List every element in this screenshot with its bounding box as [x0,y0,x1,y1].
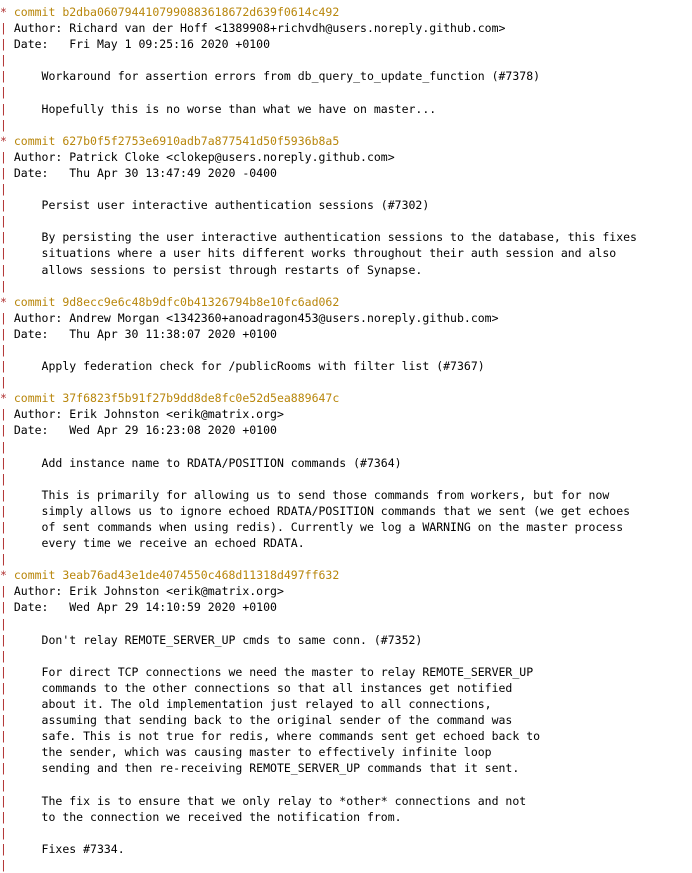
graph-edge: | [0,616,14,631]
graph-edge: | [0,632,14,647]
graph-edge: | [0,825,14,840]
log-line-text: Date: Wed Apr 29 14:10:59 2020 +0100 [13,600,277,615]
log-line-text: safe. This is not true for redis, where commands sent get echoed back to [13,729,541,744]
graph-edge: | [0,165,14,180]
log-line [0,197,692,213]
graph-edge: | [0,310,14,325]
graph-edge: | [0,809,14,824]
graph-edge: | [0,359,14,374]
log-line-text: Author: Richard van der Hoff <1389908+richvdh@users.noreply.github.com> [13,21,506,36]
graph-edge: | [0,230,14,245]
commit-header-line [0,133,692,149]
graph-edge: | [0,600,14,615]
log-line [0,616,692,632]
graph-edge: | [0,664,14,679]
graph-commit-marker: * [0,568,14,583]
graph-edge: | [0,455,14,470]
graph-edge: | [0,552,14,567]
log-line-text: the sender, which was causing master to effectively infinite loop [13,745,492,760]
log-line [0,841,692,857]
log-line [0,278,692,294]
graph-commit-marker: * [0,391,14,406]
log-line [0,793,692,809]
log-line [0,229,692,245]
graph-edge: | [0,680,14,695]
log-line-text: Date: Thu Apr 30 13:47:49 2020 -0400 [13,165,277,180]
graph-edge: | [0,697,14,712]
graph-edge: | [0,375,14,390]
log-line [0,503,692,519]
log-line-text: to the connection we received the notification from. [13,809,402,824]
log-line [0,84,692,100]
log-line [0,519,692,535]
log-line-text: For direct TCP connections we need the master to relay REMOTE_SERVER_UP [13,664,534,679]
graph-edge: | [0,857,14,872]
log-line [0,760,692,776]
log-line [0,664,692,680]
log-line-text: commands to the other connections so that all instances get notified [13,680,513,695]
log-line [0,632,692,648]
graph-edge: | [0,536,14,551]
log-line [0,439,692,455]
log-line-text: Author: Andrew Morgan <1342360+anoadragon453@users.noreply.github.com> [13,310,499,325]
graph-edge: | [0,101,14,116]
log-line [0,487,692,503]
graph-commit-marker: * [0,133,14,148]
graph-edge: | [0,584,14,599]
log-line [0,52,692,68]
log-line-text: sending and then re-receiving REMOTE_SERVER_UP commands that it sent. [13,761,520,776]
graph-edge: | [0,471,14,486]
log-line-text: Hopefully this is no worse than what we have on master... [13,101,437,116]
log-line-text: This is primarily for allowing us to send those commands from workers, but for now [13,487,610,502]
log-line-text: Fixes #7334. [13,841,125,856]
graph-edge: | [0,777,14,792]
log-line-text: Date: Wed Apr 29 16:23:08 2020 +0100 [13,423,277,438]
log-line [0,262,692,278]
log-line-text: of sent commands when using redis). Currently we log a WARNING on the master process [13,520,624,534]
log-line [0,165,692,181]
commit-keyword: commit [13,391,63,406]
log-line-text: every time we receive an echoed RDATA. [13,536,305,551]
graph-edge: | [0,407,14,422]
log-line [0,149,692,165]
log-line [0,374,692,390]
log-line-text: The fix is to ensure that we only relay to *other* connections and not [13,793,527,808]
log-line-text: Persist user interactive authentication sessions (#7302) [13,198,430,213]
log-line-text: Add instance name to RDATA/POSITION commands (#7364) [13,455,402,470]
log-line [0,696,692,712]
log-line [0,857,692,873]
log-line-text: Author: Erik Johnston <erik@matrix.org> [13,584,284,599]
log-line [0,744,692,760]
log-line-text: Date: Fri May 1 09:25:16 2020 +0100 [13,37,271,52]
log-line [0,406,692,422]
commit-keyword: commit [13,294,63,309]
commit-hash: 37f6823f5b91f27b9dd8de8fc0e52d5ea889647c [62,391,340,406]
graph-edge: | [0,713,14,728]
commit-keyword: commit [13,133,63,148]
log-line-text: simply allows us to ignore echoed RDATA/POSITION commands that we sent (we get echoes [13,503,631,518]
commit-header-line [0,567,692,583]
graph-edge: | [0,648,14,663]
graph-edge: | [0,182,14,197]
log-line [0,471,692,487]
graph-edge: | [0,520,14,534]
log-line [0,342,692,358]
commit-header-line [0,390,692,406]
log-line [0,117,692,133]
graph-edge: | [0,246,14,261]
log-line-text: allows sessions to persist through restarts of Synapse. [13,262,423,277]
log-line-text: Author: Patrick Cloke <clokep@users.noreply.github.com> [13,149,395,164]
graph-commit-marker: * [0,294,14,309]
log-line-text: about it. The old implementation just relayed to all connections, [13,697,492,712]
graph-commit-marker: * [0,5,14,19]
commit-header-line [0,294,692,310]
log-line [0,213,692,229]
graph-edge: | [0,262,14,277]
log-line [0,455,692,471]
graph-edge: | [0,21,14,36]
log-line [0,181,692,197]
log-line [0,777,692,793]
log-line [0,36,692,52]
commit-header-line [0,4,692,20]
log-line [0,648,692,664]
log-line [0,245,692,261]
graph-edge: | [0,487,14,502]
commit-hash: b2dba0607944107990883618672d639f0614c492 [62,5,340,19]
log-line-text: Workaround for assertion errors from db_query_to_update_function (#7378) [13,69,541,84]
log-line-text: Apply federation check for /publicRooms with filter list (#7367) [13,359,485,374]
graph-edge: | [0,69,14,84]
graph-edge: | [0,793,14,808]
log-line [0,535,692,551]
commit-keyword: commit [13,5,63,19]
graph-edge: | [0,117,14,132]
log-line [0,551,692,567]
graph-edge: | [0,149,14,164]
graph-edge: | [0,326,14,341]
log-line [0,310,692,326]
log-line-text: Don't relay REMOTE_SERVER_UP cmds to same conn. (#7352) [13,632,423,647]
log-line [0,101,692,117]
graph-edge: | [0,37,14,52]
log-line [0,599,692,615]
graph-edge: | [0,503,14,518]
log-line [0,825,692,841]
log-line-text: By persisting the user interactive authentication sessions to the database, this fixes [13,230,637,245]
graph-edge: | [0,761,14,776]
log-line-text: assuming that sending back to the original sender of the command was [13,713,513,728]
log-line [0,712,692,728]
commit-hash: 9d8ecc9e6c48b9dfc0b41326794b8e10fc6ad062 [62,294,340,309]
graph-edge: | [0,278,14,293]
log-line-text: situations where a user hits different works throughout their auth session and also [13,246,617,261]
log-line [0,728,692,744]
graph-edge: | [0,53,14,68]
graph-edge: | [0,214,14,229]
log-line [0,68,692,84]
graph-edge: | [0,729,14,744]
log-line [0,583,692,599]
log-line [0,20,692,36]
log-line [0,680,692,696]
log-line [0,358,692,374]
log-line-text: Author: Erik Johnston <erik@matrix.org> [13,407,284,422]
commit-hash: 627b0f5f2753e6910adb7a877541d50f5936b8a5 [62,133,340,148]
commit-hash: 3eab76ad43e1de4074550c468d11318d497ff632 [62,568,340,583]
commit-keyword: commit [13,568,63,583]
graph-edge: | [0,85,14,100]
graph-edge: | [0,423,14,438]
graph-edge: | [0,841,14,856]
log-line [0,326,692,342]
log-line [0,422,692,438]
graph-edge: | [0,198,14,213]
graph-edge: | [0,745,14,760]
log-line [0,809,692,825]
graph-edge: | [0,342,14,357]
log-line-text: Date: Thu Apr 30 11:38:07 2020 +0100 [13,326,277,341]
graph-edge: | [0,439,14,454]
